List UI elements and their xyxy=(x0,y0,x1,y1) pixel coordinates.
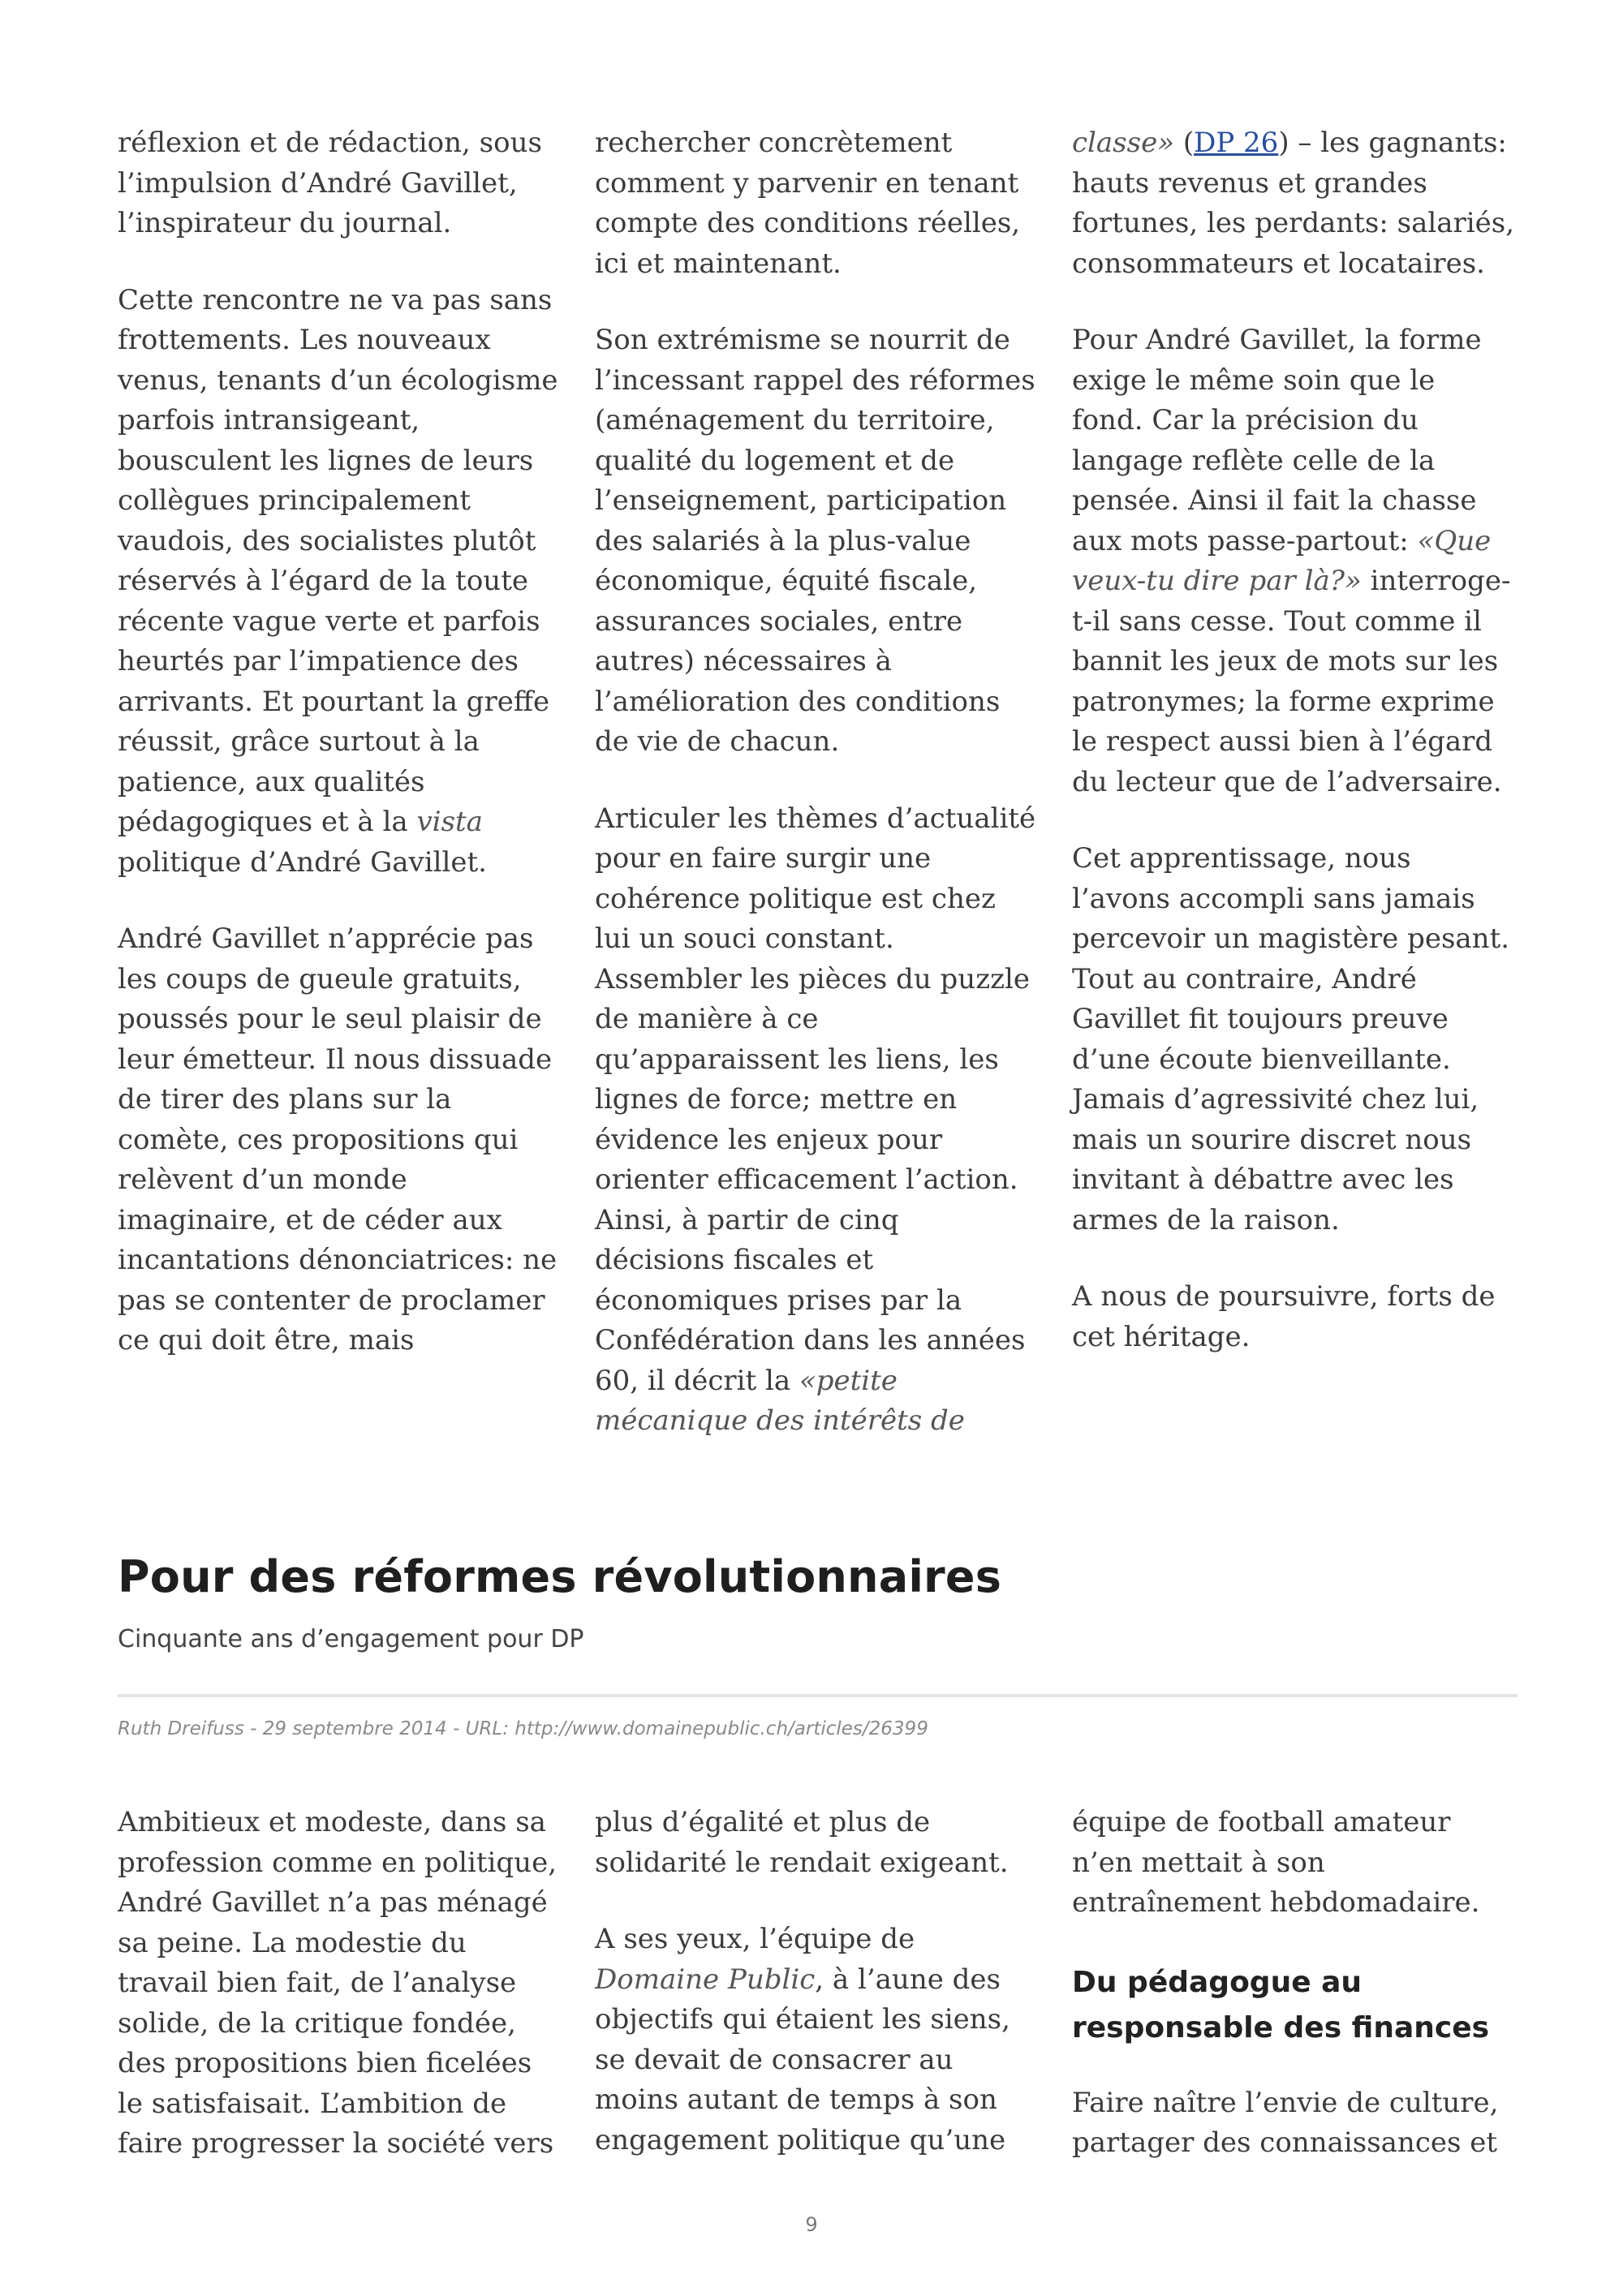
paragraph: Articuler les thèmes d’actualité pour en faire surgir une cohérence politique est chez lui un souci constant. Assembler les pièces du puzzle de manière à ce qu’apparaissent les liens, les lignes de force; mettre en évidence les enjeux pour orienter efficacement l’action. Ainsi, à partir de cinq décisions fiscales et économiques prises par la Confédération dans les années 60, il décrit la «petite mécanique des intérêts de xyxy=(595,802,1036,1437)
article-continuation xyxy=(118,123,1515,1437)
dp-26-link[interactable]: DP 26 xyxy=(1194,127,1279,159)
emphasis: Domaine Public xyxy=(595,1963,816,1996)
paragraph: Faire naître l’envie de culture, partager des connaissances et xyxy=(1072,2086,1499,2159)
article-title: Pour des réformes révolutionnaires xyxy=(118,1551,1002,1602)
paragraph: A nous de poursuivre, forts de cet héritage. xyxy=(1072,1280,1496,1353)
emphasis: classe» xyxy=(1072,127,1175,159)
column-2 xyxy=(595,123,1037,1478)
paragraph: Son extrémisme se nourrit de l’incessant rappel des réformes (aménagement du territoire, qualité du logement et de l’enseignement, participation des salariés à la plus-value économique, équité fiscale, assurances sociales, entre autres) nécessaires à l’amélioration des conditions de vie de chacun. xyxy=(595,324,1035,758)
paragraph: Ambitieux et modeste, dans sa profession comme en politique, André Gavillet n’a pas ménagé sa peine. La modestie du travail bien fait, de l’analyse solide, de la critique fondée, des propositions bien ficelées le satisfaisait. L’ambition de faire progresser la société vers xyxy=(118,1806,557,2160)
paragraph: Cet apprentissage, nous l’avons accompli sans jamais percevoir un magistère pesant. Tout au contraire, André Gavillet fit toujours preuve d’une écoute bienveillante. Jamais d’agressivité chez lui, mais un sourire discret nous invitant à débattre avec les armes de la raison. xyxy=(1072,842,1510,1236)
paragraph: André Gavillet n’apprécie pas les coups de gueule gratuits, poussés pour le seul plaisir de leur émetteur. Il nous dissuade de tirer des plans sur la comète, ces propositions qui relèvent d’un monde imaginaire, et de céder aux incantations dénonciatrices: ne pas se contenter de proclamer ce qui doit être, mais xyxy=(118,922,558,1357)
paragraph: A ses yeux, l’équipe de Domaine Public, à l’aune des objectifs qui étaient les siens, se devait de consacrer au moins autant de temps à son engagement politique qu’une xyxy=(595,1923,1010,2156)
paragraph: classe» (DP 26) – les gagnants: hauts revenus et grandes fortunes, les perdants: salariés, consommateurs et locataires. xyxy=(1072,127,1515,280)
paragraph: Cette rencontre ne va pas sans frottements. Les nouveaux venus, tenants d’un écologisme parfois intransigeant, bousculent les lignes de leurs collègues principalement vaudois, des socialistes plutôt réservés à l’égard de la toute récente vague verte et parfois heurtés par l’impatience des arrivants. Et pourtant la greffe réussit, grâce surtout à la patience, aux qualités pédagogiques et à la vista politique d’André Gavillet. xyxy=(118,283,558,879)
column-3 xyxy=(1072,1803,1514,2200)
column-1 xyxy=(118,123,560,1398)
column-2 xyxy=(595,1803,1037,2197)
section-heading: Du pédagogue au responsable des finances xyxy=(1072,1965,1490,2044)
column-1 xyxy=(118,1803,560,2201)
paragraph: plus d’égalité et plus de solidarité le rendait exigeant. xyxy=(595,1806,1009,1879)
paragraph: équipe de football amateur n’en mettait à son entraînement hebdomadaire. xyxy=(1072,1806,1480,1919)
emphasis: «Que veux-tu dire par là?» xyxy=(1072,524,1492,597)
paragraph: réflexion et de rédaction, sous l’impulsion d’André Gavillet, l’inspirateur du journal. xyxy=(118,127,542,239)
article-subtitle: Cinquante ans d’engagement pour DP xyxy=(118,1625,584,1653)
paragraph: rechercher concrètement comment y parvenir en tenant compte des conditions réelles, ici et maintenant. xyxy=(595,127,1021,280)
header-divider xyxy=(118,1694,1518,1697)
emphasis: vista xyxy=(416,806,483,838)
article-body xyxy=(118,1803,1513,2192)
emphasis: «petite mécanique des intérêts de xyxy=(595,1364,965,1437)
column-3 xyxy=(1072,123,1514,1394)
article-meta: Ruth Dreifuss - 29 septembre 2014 - URL: http://www.domainepublic.ch/articles/26399 xyxy=(118,1718,928,1739)
page-number: 9 xyxy=(805,2213,818,2236)
paragraph: Pour André Gavillet, la forme exige le même soin que le fond. Car la précision du langage reflète celle de la pensée. Ainsi il fait la chasse aux mots passe-partout: «Que veux-tu dire par là?» interroge-t-il sans cesse. Tout comme il bannit les jeux de mots sur les patronymes; la forme exprime le respect aussi bien à l’égard du lecteur que de l’adversaire. xyxy=(1072,324,1511,798)
